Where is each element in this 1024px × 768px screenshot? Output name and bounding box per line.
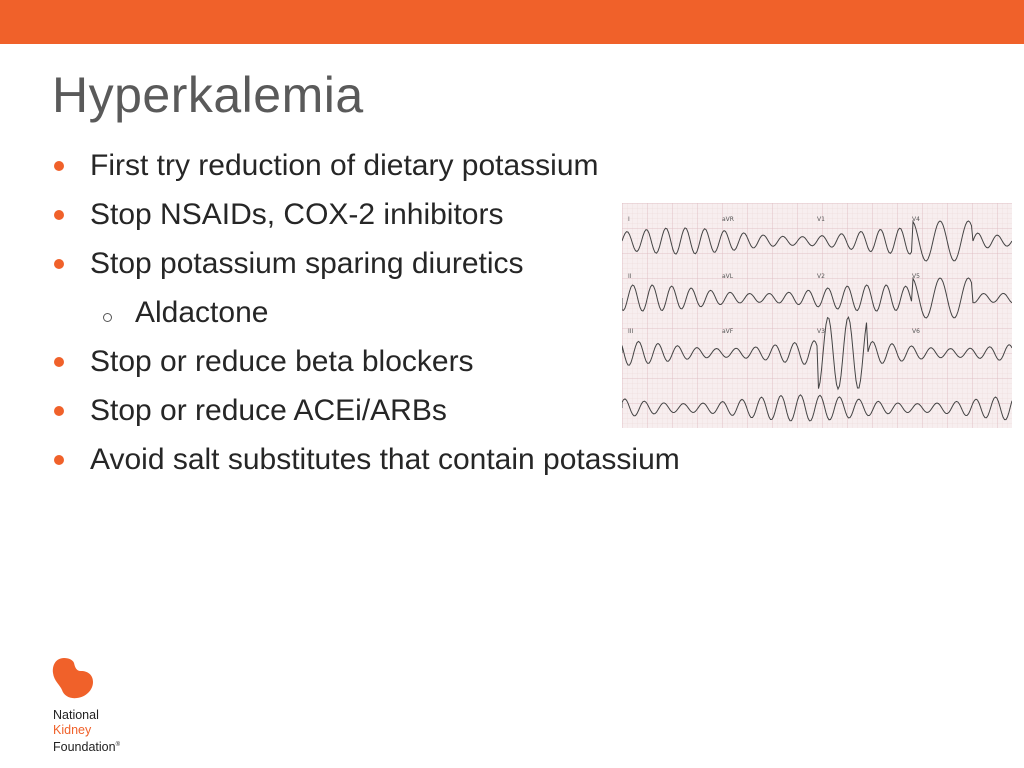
logo-line-kidney: Kidney — [53, 723, 92, 737]
ecg-lead-label: V1 — [817, 216, 825, 223]
ecg-lead-label: aVF — [722, 328, 734, 335]
ecg-lead-label: V5 — [912, 273, 920, 280]
ecg-strip-image — [622, 203, 1012, 428]
ecg-lead-label: V2 — [817, 273, 825, 280]
ecg-lead-label: V6 — [912, 328, 920, 335]
bullet-dot-icon — [54, 161, 64, 171]
ecg-lead-label: aVL — [722, 273, 734, 280]
slide-title: Hyperkalemia — [52, 67, 364, 123]
ecg-lead-label: aVR — [722, 216, 734, 223]
top-accent-bar — [0, 0, 1024, 44]
hollow-circle-bullet-icon — [103, 313, 112, 322]
ecg-lead-label: V3 — [817, 328, 825, 335]
kidney-logo-icon — [50, 655, 96, 701]
sub-bullet-text: Aldactone — [135, 296, 269, 329]
bullet-dot-icon — [54, 210, 64, 220]
bullet-text: Stop or reduce beta blockers — [90, 345, 474, 378]
bullet-text: Avoid salt substitutes that contain potassium — [90, 443, 680, 476]
bullet-text: Stop potassium sparing diuretics — [90, 247, 524, 280]
ecg-tracing — [622, 203, 1012, 428]
logo-line-national: National — [53, 708, 99, 722]
ecg-lead-label: V4 — [912, 216, 920, 223]
logo-line-foundation-text: Foundation — [53, 740, 116, 755]
logo-wordmark — [53, 708, 120, 755]
bullet-dot-icon — [54, 357, 64, 367]
bullet-text: First try reduction of dietary potassium — [90, 149, 599, 182]
logo-line-foundation — [53, 738, 120, 755]
ecg-lead-label: II — [628, 273, 632, 280]
ecg-lead-label: III — [628, 328, 634, 335]
registered-mark: ® — [115, 742, 120, 748]
bullet-text: Stop NSAIDs, COX-2 inhibitors — [90, 198, 504, 231]
ecg-lead-label: I — [628, 216, 630, 223]
bullet-dot-icon — [54, 259, 64, 269]
bullet-dot-icon — [54, 406, 64, 416]
bullet-dot-icon — [54, 455, 64, 465]
national-kidney-foundation-logo — [50, 655, 140, 755]
bullet-text: Stop or reduce ACEi/ARBs — [90, 394, 447, 427]
